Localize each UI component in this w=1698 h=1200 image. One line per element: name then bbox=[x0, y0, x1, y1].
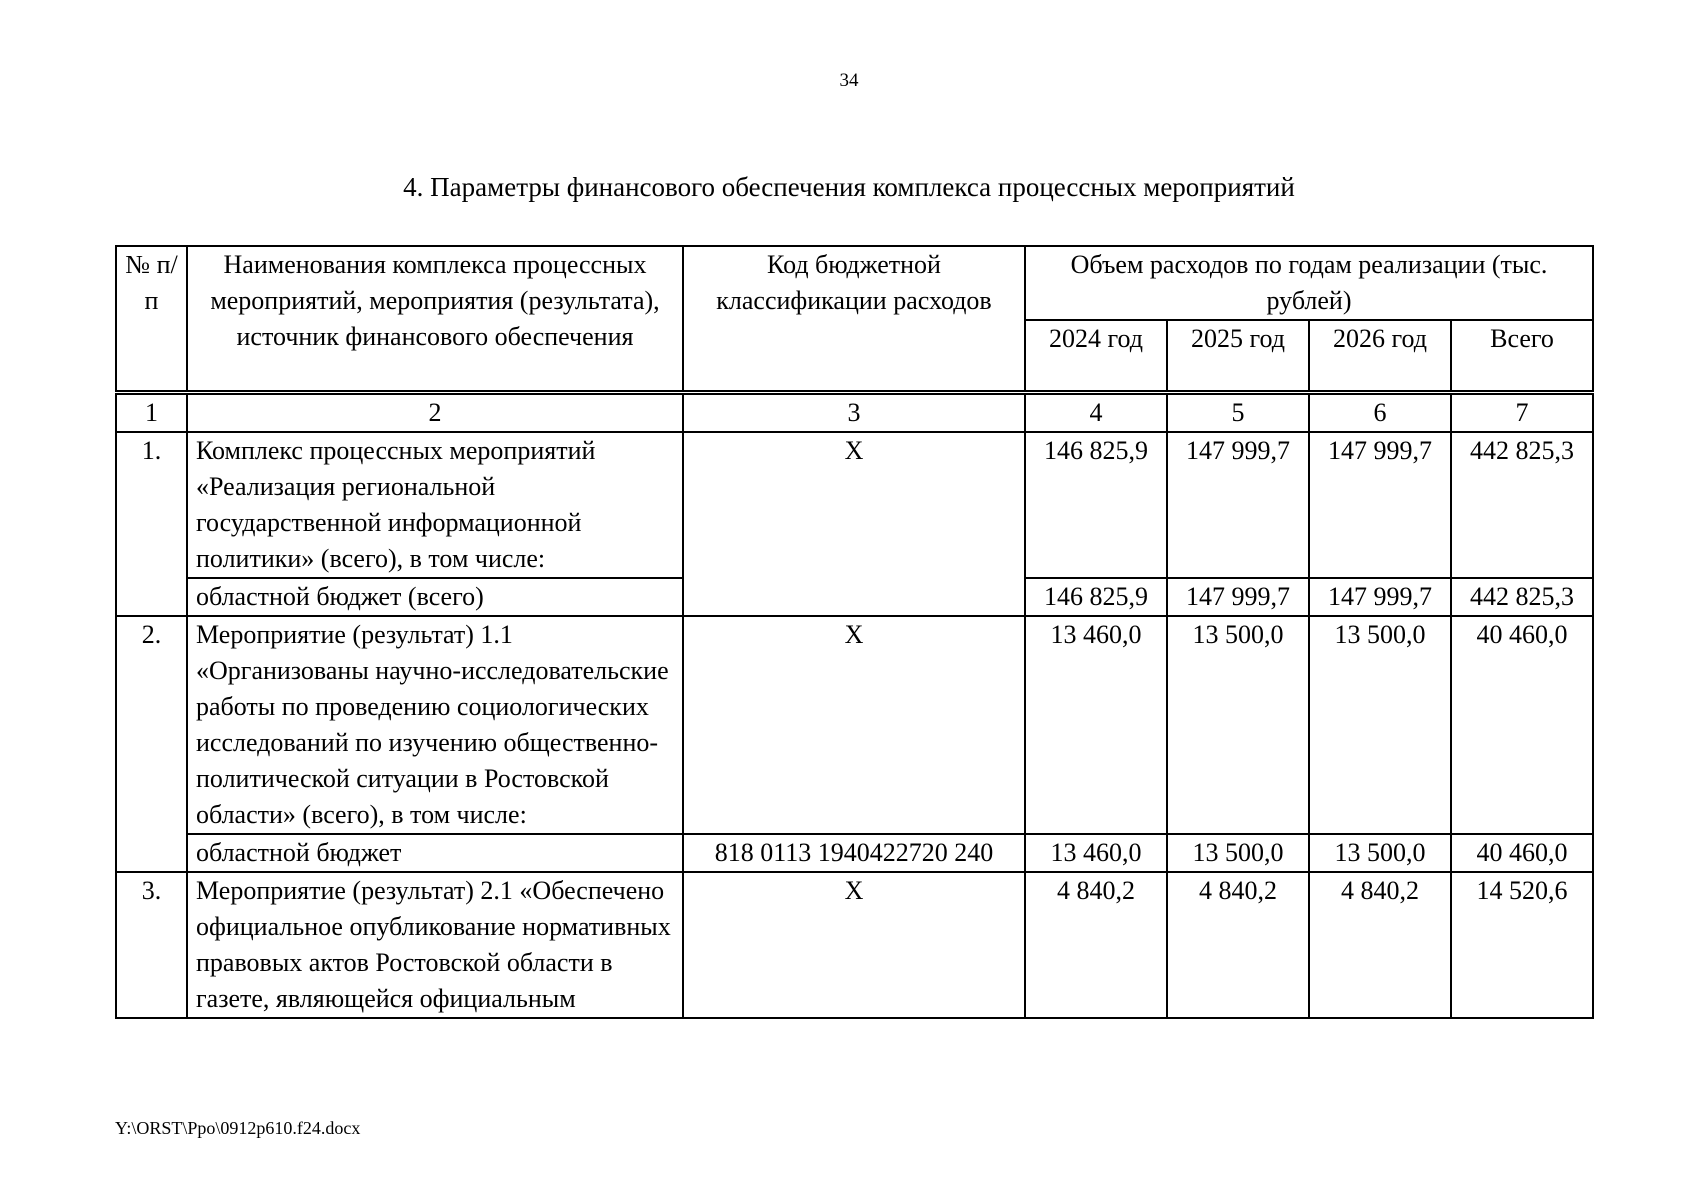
subrow-value-2024: 146 825,9 bbox=[1025, 578, 1167, 616]
column-number: 2 bbox=[187, 392, 683, 432]
subrow-value-2025: 13 500,0 bbox=[1167, 834, 1309, 872]
header-code bbox=[683, 246, 1025, 392]
subrow-name: областной бюджет bbox=[187, 834, 683, 872]
column-number: 6 bbox=[1309, 392, 1451, 432]
row-value-2025: 4 840,2 bbox=[1167, 872, 1309, 1018]
column-number: 7 bbox=[1451, 392, 1593, 432]
row-value-total: 442 825,3 bbox=[1451, 432, 1593, 578]
row-value-total: 40 460,0 bbox=[1451, 616, 1593, 834]
header-2024: 2024 год bbox=[1025, 320, 1167, 392]
row-value-2026: 147 999,7 bbox=[1309, 432, 1451, 578]
column-number: 3 bbox=[683, 392, 1025, 432]
header-num bbox=[116, 246, 187, 392]
header-total: Всего bbox=[1451, 320, 1593, 392]
financing-table bbox=[115, 245, 1594, 1019]
subrow-value-2026: 13 500,0 bbox=[1309, 834, 1451, 872]
subrow-value-2024: 13 460,0 bbox=[1025, 834, 1167, 872]
row-name: Комплекс процессных мероприятий «Реализация региональной государственной информационной политики» (всего), в том числе: bbox=[187, 432, 683, 578]
header-name-label: Наименования комплекса процессных мероприятий, мероприятия (результата), источник финансового обеспечения bbox=[210, 250, 660, 351]
subrow-name: областной бюджет (всего) bbox=[187, 578, 683, 616]
column-number: 4 bbox=[1025, 392, 1167, 432]
file-path-footer: Y:\ORST\Ppo\0912p610.f24.docx bbox=[115, 1118, 361, 1138]
row-number: 3. bbox=[116, 872, 187, 1018]
subrow-value-total: 40 460,0 bbox=[1451, 834, 1593, 872]
row-value-2026: 4 840,2 bbox=[1309, 872, 1451, 1018]
subrow-value-total: 442 825,3 bbox=[1451, 578, 1593, 616]
header-code-label: Код бюджетной классификации расходов bbox=[716, 250, 992, 315]
row-code: X bbox=[683, 872, 1025, 1018]
row-code: X bbox=[683, 432, 1025, 616]
row-value-2024: 146 825,9 bbox=[1025, 432, 1167, 578]
subrow-value-2025: 147 999,7 bbox=[1167, 578, 1309, 616]
row-value-2024: 13 460,0 bbox=[1025, 616, 1167, 834]
column-number: 5 bbox=[1167, 392, 1309, 432]
page-number: 34 bbox=[839, 70, 859, 91]
header-2026: 2026 год bbox=[1309, 320, 1451, 392]
row-value-total: 14 520,6 bbox=[1451, 872, 1593, 1018]
row-number: 1. bbox=[116, 432, 187, 616]
table-row bbox=[116, 432, 1593, 578]
row-name: Мероприятие (результат) 2.1 «Обеспечено официальное опубликование нормативных правовых актов Ростовской области в газете, являющейся официальным bbox=[187, 872, 683, 1018]
header-2025: 2025 год bbox=[1167, 320, 1309, 392]
row-code: X bbox=[683, 616, 1025, 834]
row-number: 2. bbox=[116, 616, 187, 872]
row-value-2024: 4 840,2 bbox=[1025, 872, 1167, 1018]
table-row bbox=[116, 872, 1593, 1018]
row-value-2025: 13 500,0 bbox=[1167, 616, 1309, 834]
table-subrow bbox=[116, 834, 1593, 872]
header-num-label: № п/п bbox=[125, 250, 178, 315]
header-volume-label: Объем расходов по годам реализации (тыс. рублей) bbox=[1070, 250, 1548, 315]
document-title: 4. Параметры финансового обеспечения комплекса процессных мероприятий bbox=[403, 172, 1295, 202]
header-volume bbox=[1025, 246, 1593, 320]
row-value-2026: 13 500,0 bbox=[1309, 616, 1451, 834]
subrow-value-2026: 147 999,7 bbox=[1309, 578, 1451, 616]
table-row bbox=[116, 616, 1593, 834]
row-name: Мероприятие (результат) 1.1 «Организованы научно-исследовательские работы по проведению социологических исследований по изучению общественно-политической ситуации в Ростовской области» (всего), в том числе: bbox=[187, 616, 683, 834]
column-number: 1 bbox=[116, 392, 187, 432]
subrow-code: 818 0113 1940422720 240 bbox=[683, 834, 1025, 872]
header-name bbox=[187, 246, 683, 392]
row-value-2025: 147 999,7 bbox=[1167, 432, 1309, 578]
